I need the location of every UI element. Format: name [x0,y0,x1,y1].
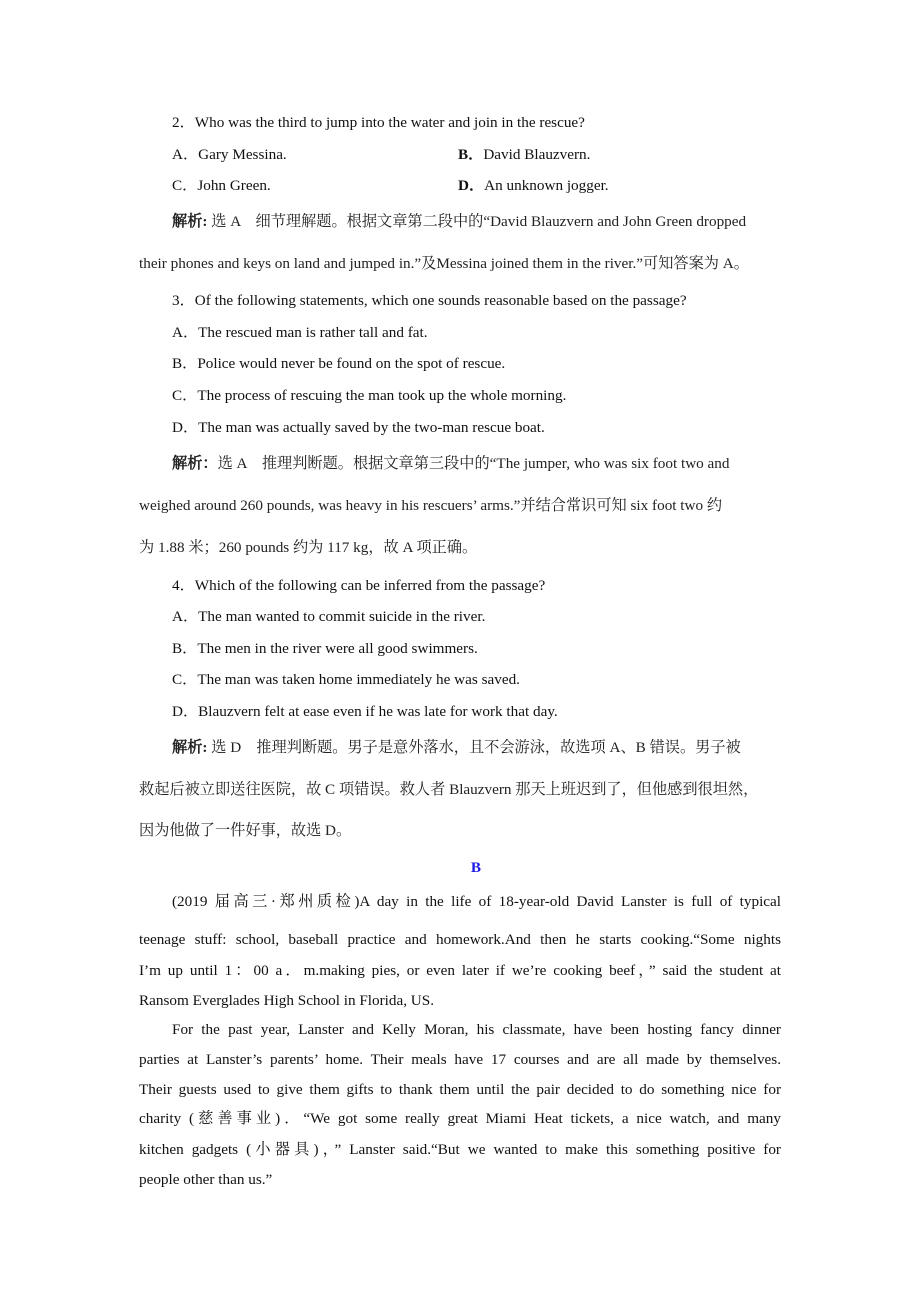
question-4-option-b [172,639,478,659]
section-heading: B [470,859,482,876]
question-2-option-d [458,176,609,196]
option-label: D． [172,703,199,720]
question-4-analysis-line-3: 因为他做了一件好事，故选 D。 [139,822,352,839]
question-text: Who was the third to jump into the water and join in the rescue? [194,114,585,131]
passage-paragraph-2-line-3: Their guests used to give them gifts to thank them until the pair decided to do something nice for [139,1081,781,1098]
question-number: 3． [172,292,195,309]
question-3-analysis-line-2: weighed around 260 pounds, was heavy in his rescuers’ arms.”并结合常识可知 six foot two 约 [139,497,723,514]
question-text: Which of the following can be inferred from the passage? [194,577,546,594]
option-text: Police would never be found on the spot of rescue. [197,355,506,372]
option-label: B． [172,355,198,372]
option-label: B． [458,146,484,163]
analysis-text: 选 A 推理判断题。根据文章第三段中的“The jumper, who was six foot two and [217,455,730,472]
option-text: An unknown jogger. [484,177,609,194]
question-2-option-a [172,145,287,165]
analysis-text: 选 A 细节理解题。根据文章第二段中的“David Blauzvern and John Green dropped [207,213,747,230]
option-label: D． [458,177,485,194]
question-2-option-c [172,176,271,196]
question-4-option-c [172,670,520,690]
option-text: Blauzvern felt at ease even if he was late for work that day. [198,703,558,720]
passage-paragraph-2-line-2: parties at Lanster’s parents’ home. Their meals have 17 courses and are all made by themselves. [139,1051,781,1068]
option-text: The man wanted to commit suicide in the river. [198,608,486,625]
analysis-label: 解析： [172,455,218,472]
question-3-analysis-line-1 [172,454,730,474]
question-4-analysis-line-1 [172,738,741,758]
option-text: The man was actually saved by the two-man rescue boat. [198,419,545,436]
analysis-label: 解析: [172,739,208,756]
question-2-analysis-line-1 [172,212,746,232]
question-3-option-a [172,323,428,343]
analysis-label: 解析: [172,213,208,230]
passage-paragraph-1-line-4: Ransom Everglades High School in Florida, US. [139,992,435,1009]
option-label: A． [172,146,199,163]
option-text: The process of rescuing the man took up the whole morning. [197,387,567,404]
question-3-analysis-line-3: 为 1.88 米；260 pounds 约为 117 kg，故 A 项正确。 [139,539,478,556]
passage-paragraph-2-line-4: charity (慈善事业)．“We got some really great Miami Heat tickets, a nice watch, and many [139,1110,781,1127]
question-2-stem [172,113,585,133]
question-4-analysis-line-2: 救起后被立即送往医院，故 C 项错误。救人者 Blauzvern 那天上班迟到了，但他感到很坦然， [139,781,759,798]
question-3-stem [172,291,687,311]
option-text: The rescued man is rather tall and fat. [198,324,428,341]
option-label: C． [172,387,198,404]
question-number: 4． [172,577,195,594]
question-4-option-a [172,607,485,627]
passage-paragraph-2-line-1: For the past year, Lanster and Kelly Moran, his classmate, have been hosting fancy dinner [172,1021,781,1038]
option-label: C． [172,671,198,688]
option-label: A． [172,608,199,625]
question-3-option-c [172,386,566,406]
question-4-option-d [172,702,558,722]
question-3-option-d [172,418,545,438]
question-2-analysis-line-2: their phones and keys on land and jumped in.”及Messina joined them in the river.”可知答案为 A。 [139,255,749,272]
question-2-option-b [458,145,590,165]
option-text: John Green. [197,177,271,194]
option-text: David Blauzvern. [483,146,591,163]
option-label: B． [172,640,198,657]
option-label: C． [172,177,198,194]
option-text: The man was taken home immediately he was saved. [197,671,520,688]
passage-paragraph-1-line-2: teenage stuff: school, baseball practice and homework.And then he starts cooking.“Some nights [139,931,781,948]
passage-paragraph-1-line-1: (2019 届高三·郑州质检)A day in the life of 18-year-old David Lanster is full of typical [172,893,781,910]
option-text: The men in the river were all good swimmers. [197,640,478,657]
passage-paragraph-2-line-5: kitchen gadgets (小器具)，” Lanster said.“But we wanted to make this something positive for [139,1141,781,1158]
option-label: D． [172,419,199,436]
question-number: 2． [172,114,195,131]
passage-paragraph-1-line-3: I’m up until 1：00 a．m.making pies, or even later if we’re cooking beef，” said the student at [139,962,781,979]
question-text: Of the following statements, which one sounds reasonable based on the passage? [194,292,687,309]
question-3-option-b [172,354,505,374]
option-text: Gary Messina. [198,146,287,163]
question-4-stem [172,576,545,596]
passage-paragraph-2-line-6: people other than us.” [139,1171,273,1188]
option-label: A． [172,324,199,341]
analysis-text: 选 D 推理判断题。男子是意外落水，且不会游泳，故选项 A、B 错误。男子被 [207,739,741,756]
